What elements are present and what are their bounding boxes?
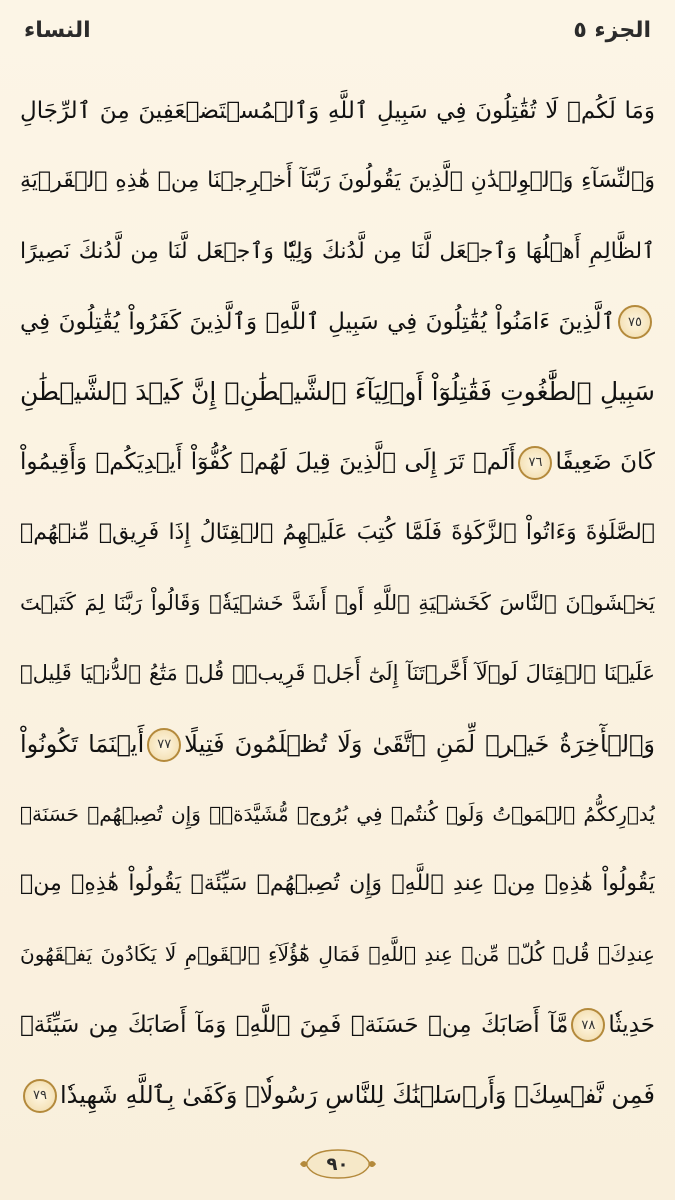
verse-line-text [20,711,655,777]
verse-line [20,429,655,495]
verse-text: حَدِيثٗا [608,1011,655,1038]
verse-text: عَلَيۡنَا ٱلۡقِتَالَ لَوۡلَآ أَخَّرۡتَنَآ إِلَىٰٓ أَجَلٖ قَرِيبٖۗ قُلۡ مَتَٰعُ ٱلدُّنۡيَا قَلِيلٞ [20,661,655,686]
verse-text: أَيۡنَمَا تَكُونُواْ [20,729,145,758]
verse-line [20,359,655,425]
verse-line [20,640,655,706]
verse-text: ٱلصَّلَوٰةَ وَءَاتُواْ ٱلزَّكَوٰةَ فَلَمَّا كُتِبَ عَلَيۡهِمُ ٱلۡقِتَالُ إِذَا فَرِيقٞ مِّنۡهُمۡ [20,519,655,545]
verse-line-text [20,359,655,425]
surah-name: النساء [24,17,91,43]
page-number-badge [298,1146,378,1182]
verse-text: يَقُولُواْ هَٰذِهِۦ مِنۡ عِندِ ٱللَّهِۖ وَإِن تُصِبۡهُمۡ سَيِّئَةٞ يَقُولُواْ هَٰذِهِۦ مِنۡ [20,871,655,897]
ayah-number-marker: ٧٧ [147,728,181,762]
verse-line [20,570,655,636]
verse-line [20,992,655,1058]
verse-text: عِندِكَۚ قُلۡ كُلّٞ مِّنۡ عِندِ ٱللَّهِۖ فَمَالِ هَٰٓؤُلَآءِ ٱلۡقَوۡمِ لَا يَكَادُونَ يَفۡقَهُونَ [20,942,655,967]
verse-lines [20,78,655,1128]
verse-text: يُدۡرِككُّمُ ٱلۡمَوۡتُ وَلَوۡ كُنتُمۡ فِي بُرُوجٖ مُّشَيَّدَةٖۗ وَإِن تُصِبۡهُمۡ حَسَنَةٞ [20,801,655,826]
verse-line [20,711,655,777]
verse-line [20,921,655,987]
verse-line-text [20,992,655,1058]
verse-text: كَانَ ضَعِيفًا [555,449,655,476]
verse-line-text [20,429,655,495]
ayah-number-marker: ٧٨ [571,1008,605,1042]
page-number: ٩٠ [326,1153,349,1175]
verse-text: يَخۡشَوۡنَ ٱلنَّاسَ كَخَشۡيَةِ ٱللَّهِ أَوۡ أَشَدَّ خَشۡيَةٗۚ وَقَالُواْ رَبَّنَا لِمَ كَتَبۡتَ [20,590,655,615]
verse-line-text [20,921,655,987]
verse-line [20,1062,655,1128]
ayah-number-marker: ٧٥ [618,305,652,339]
verse-line-text [20,500,655,566]
verse-line-text [20,570,655,636]
verse-text: ٱلظَّالِمِ أَهۡلُهَا وَٱجۡعَل لَّنَا مِن لَّدُنكَ وَلِيّٗا وَٱجۡعَل لَّنَا مِن لَّدُنكَ نَصِيرًا [20,238,655,264]
verse-line-text [20,78,655,144]
ayah-number-marker: ٧٦ [518,446,552,480]
verse-text: وَٱلنِّسَآءِ وَٱلۡوِلۡدَٰنِ ٱلَّذِينَ يَقُولُونَ رَبَّنَآ أَخۡرِجۡنَا مِنۡ هَٰذِهِ ٱلۡقَرۡيَةِ [20,168,655,194]
verse-line [20,781,655,847]
verse-line [20,148,655,214]
verse-line-text [20,1062,655,1128]
verse-text: سَبِيلِ ٱلطَّٰغُوتِ فَقَٰتِلُوٓاْ أَوۡلِيَآءَ ٱلشَّيۡطَٰنِۖ إِنَّ كَيۡدَ ٱلشَّيۡطَٰنِ [20,377,655,407]
verse-line-text [20,640,655,706]
verse-line [20,851,655,917]
juz-label: الجزء ٥ [573,17,651,43]
verse-text: ٱلَّذِينَ ءَامَنُواْ يُقَٰتِلُونَ فِي سَبِيلِ ٱللَّهِۖ وَٱلَّذِينَ كَفَرُواْ يُقَٰتِلُونَ فِي [20,308,615,335]
ayah-number-marker: ٧٩ [23,1079,57,1113]
verse-line-text [20,148,655,214]
verse-line-text [20,289,655,355]
verse-line-text [20,219,655,285]
verse-line [20,500,655,566]
verse-line [20,78,655,144]
verse-line-text [20,781,655,847]
verse-text: وَمَا لَكُمۡ لَا تُقَٰتِلُونَ فِي سَبِيلِ ٱللَّهِ وَٱلۡمُسۡتَضۡعَفِينَ مِنَ ٱلرِّجَالِ [20,98,655,124]
verse-line [20,289,655,355]
page-header [24,10,651,50]
verse-line [20,219,655,285]
verse-text: وَٱلۡأٓخِرَةُ خَيۡرٞ لِّمَنِ ٱتَّقَىٰ وَلَا تُظۡلَمُونَ فَتِيلًا [184,729,655,758]
verse-text: مَّآ أَصَابَكَ مِنۡ حَسَنَةٖ فَمِنَ ٱللَّهِۖ وَمَآ أَصَابَكَ مِن سَيِّئَةٖ [20,1011,569,1038]
verse-line-text [20,851,655,917]
verse-text: فَمِن نَّفۡسِكَۚ وَأَرۡسَلۡنَٰكَ لِلنَّاسِ رَسُولٗاۚ وَكَفَىٰ بِٱللَّهِ شَهِيدٗا [60,1080,655,1109]
verse-text: أَلَمۡ تَرَ إِلَى ٱلَّذِينَ قِيلَ لَهُمۡ كُفُّوٓاْ أَيۡدِيَكُمۡ وَأَقِيمُواْ [20,449,516,476]
